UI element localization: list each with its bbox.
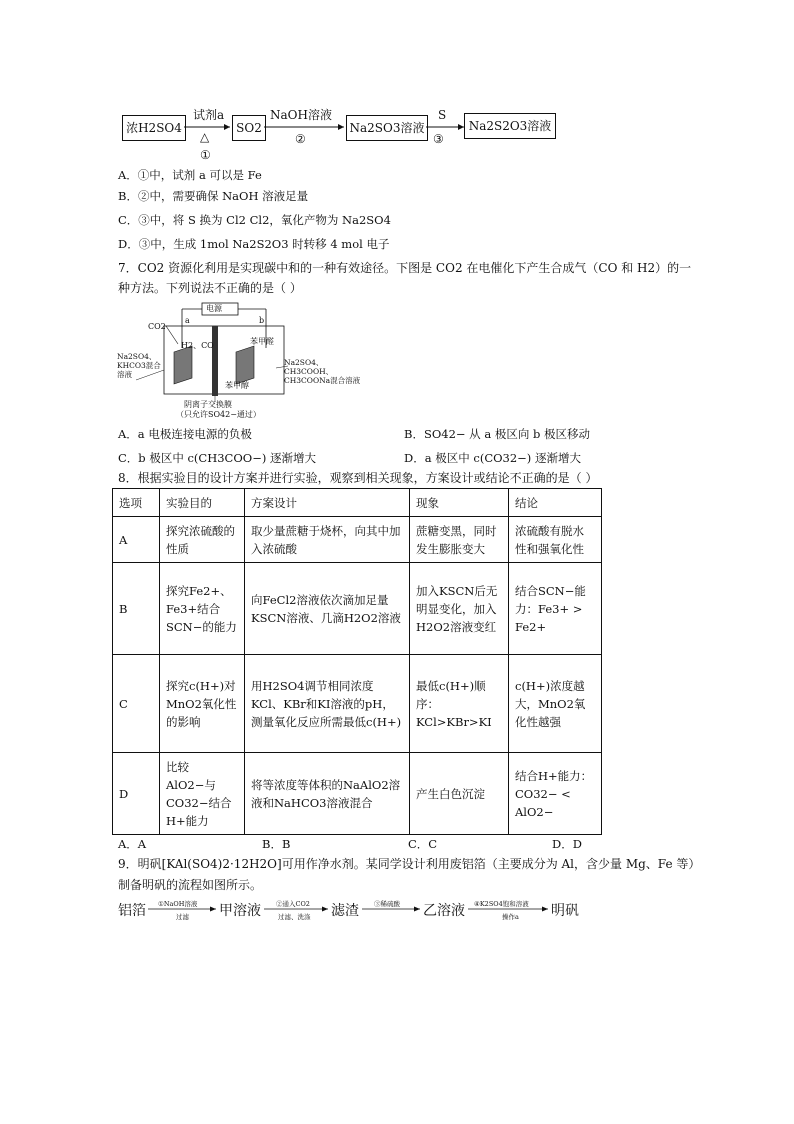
q9-flow-step3-reagent: ③稀硫酸 — [374, 900, 400, 908]
table-header-row — [113, 489, 602, 517]
header-cell: 现象 — [410, 489, 509, 517]
q7-h2-co-label: H2、CO — [181, 341, 214, 350]
q6-option-b: B．②中，需要确保 NaOH 溶液足量 — [118, 189, 309, 203]
q8-option-d: D．D — [552, 837, 582, 851]
flow1-box-conc-h2so4: 浓H2SO4 — [122, 115, 186, 141]
table-cell: 蔗糖变黑，同时发生膨胀变大 — [410, 517, 509, 563]
table-cell: 探究Fe2+、Fe3+结合SCN−的能力 — [160, 563, 245, 655]
flow1-step-2: ② — [295, 132, 306, 146]
flow1-arrow2-reagent: NaOH溶液 — [270, 108, 332, 122]
q8-option-a: A．A — [118, 837, 147, 851]
q7-right-solution-label: Na2SO4、CH3COOH、CH3COONa混合溶液 — [284, 358, 361, 385]
q7-electrode-a-label: a — [185, 316, 190, 325]
q7-option-d: D．a 极区中 c(CO32−) 逐渐增大 — [404, 451, 581, 465]
q9-flow-alum: 明矾 — [551, 903, 579, 919]
q7-co2-label: CO2 — [148, 322, 166, 331]
table-cell: 加入KSCN后无明显变化，加入H2O2溶液变红 — [410, 563, 509, 655]
header-cell: 结论 — [509, 489, 602, 517]
q8-option-b: B．B — [262, 837, 291, 851]
flow1-box-na2s2o3: Na2S2O3溶液 — [464, 113, 556, 139]
q7-electrode-b-label: b — [259, 316, 265, 325]
table-cell: C — [113, 655, 160, 753]
table-cell: 结合H+能力：CO32− < AlO2− — [509, 753, 602, 835]
flow1-arrow1-reagent: 试剂a — [193, 108, 225, 122]
q7-left-solution-label: Na2SO4、KHCO3混合溶液 — [117, 352, 161, 379]
table-cell: c(H+)浓度越大，MnO2氧化性越强 — [509, 655, 602, 753]
table-cell: A — [113, 517, 160, 563]
q9-stem-line2: 制备明矾的流程如图所示。 — [118, 878, 263, 892]
q6-option-d: D．③中，生成 1mol Na2S2O3 时转移 4 mol 电子 — [118, 237, 390, 251]
header-cell: 实验目的 — [160, 489, 245, 517]
table-cell: 结合SCN−能力：Fe3+ > Fe2+ — [509, 563, 602, 655]
table-cell: B — [113, 563, 160, 655]
q9-flow-step2-reagent: ②通入CO2 — [276, 900, 310, 908]
q7-stem-line1: 7．CO2 资源化利用是实现碳中和的一种有效途径。下图是 CO2 在电催化下产生合成气（CO 和 H2）的一 — [118, 261, 692, 275]
table-cell: 探究浓硫酸的性质 — [160, 517, 245, 563]
table-cell: 浓硫酸有脱水性和强氧化性 — [509, 517, 602, 563]
table-cell: 最低c(H+)顺序：KCl>KBr>KI — [410, 655, 509, 753]
q7-membrane-note: （只允许SO42−通过） — [176, 410, 261, 419]
q9-flow-aluminum-foil: 铝箔 — [118, 903, 146, 919]
q6-option-a: A．①中，试剂 a 可以是 Fe — [118, 168, 262, 182]
q7-power-label: 电源 — [206, 304, 222, 313]
flow1-box-so2: SO2 — [232, 115, 266, 141]
q7-option-b: B．SO42− 从 a 极区向 b 极区移动 — [404, 427, 591, 441]
table-cell: 向FeCl2溶液依次滴加足量KSCN溶液、几滴H2O2溶液 — [245, 563, 410, 655]
table-cell: 探究c(H+)对MnO2氧化性的影响 — [160, 655, 245, 753]
flow1-step-1: ① — [200, 148, 211, 162]
header-cell: 方案设计 — [245, 489, 410, 517]
q9-flow-step4-op: 操作a — [502, 913, 519, 921]
table-cell: 将等浓度等体积的NaAlO2溶液和NaHCO3溶液混合 — [245, 753, 410, 835]
q7-benzaldehyde-label: 苯甲醛 — [250, 337, 274, 346]
table-cell: 用H2SO4调节相同浓度KCl、KBr和KI溶液的pH，测量氧化反应所需最低c(H+) — [245, 655, 410, 753]
table-cell: 产生白色沉淀 — [410, 753, 509, 835]
q9-flow-step2-op: 过滤、洗涤 — [278, 913, 311, 921]
table-cell: 取少量蔗糖于烧杯，向其中加入浓硫酸 — [245, 517, 410, 563]
header-cell: 选项 — [113, 489, 160, 517]
q7-benzyl-alcohol-label: 苯甲醇 — [225, 381, 249, 390]
flow1-step-3: ③ — [433, 132, 444, 146]
q9-flow-step1-reagent: ①NaOH溶液 — [158, 900, 198, 908]
q8-stem: 8．根据实验目的设计方案并进行实验，观察到相关现象，方案设计或结论不正确的是（ ） — [118, 471, 598, 485]
table-row — [113, 563, 602, 655]
q9-flow-step4-reagent: ④K2SO4饱和溶液 — [474, 900, 529, 908]
q9-stem-line1: 9．明矾[KAl(SO4)2·12H2O]可用作净水剂。某同学设计利用废铝箔（主要成分为 Al，含少量 Mg、Fe 等） — [118, 857, 701, 871]
table-row — [113, 517, 602, 563]
q8-experiment-table — [112, 488, 602, 835]
q9-flow-residue: 滤渣 — [331, 903, 359, 919]
q6-option-c: C．③中，将 S 换为 Cl2 Cl2，氧化产物为 Na2SO4 — [118, 213, 391, 227]
q8-option-c: C．C — [408, 837, 438, 851]
q7-option-c: C．b 极区中 c(CH3COO−) 逐渐增大 — [118, 451, 316, 465]
table-row — [113, 753, 602, 835]
q9-flow-solution-yi: 乙溶液 — [423, 903, 465, 919]
q7-stem-line2: 种方法。下列说法不正确的是（ ） — [118, 281, 302, 295]
table-row — [113, 655, 602, 753]
q7-membrane-label: 阴离子交换膜 — [184, 400, 232, 409]
table-cell: 比较AlO2−与CO32−结合H+能力 — [160, 753, 245, 835]
flow1-box-na2so3: Na2SO3溶液 — [346, 115, 428, 141]
flow1-arrow3-reagent: S — [438, 108, 447, 122]
q7-option-a: A．a 电极连接电源的负极 — [118, 427, 252, 441]
table-cell: D — [113, 753, 160, 835]
flow1-arrow1-heat: △ — [200, 130, 210, 144]
q9-flow-step1-op: 过滤 — [176, 913, 189, 921]
q9-flow-solution-jia: 甲溶液 — [219, 903, 261, 919]
